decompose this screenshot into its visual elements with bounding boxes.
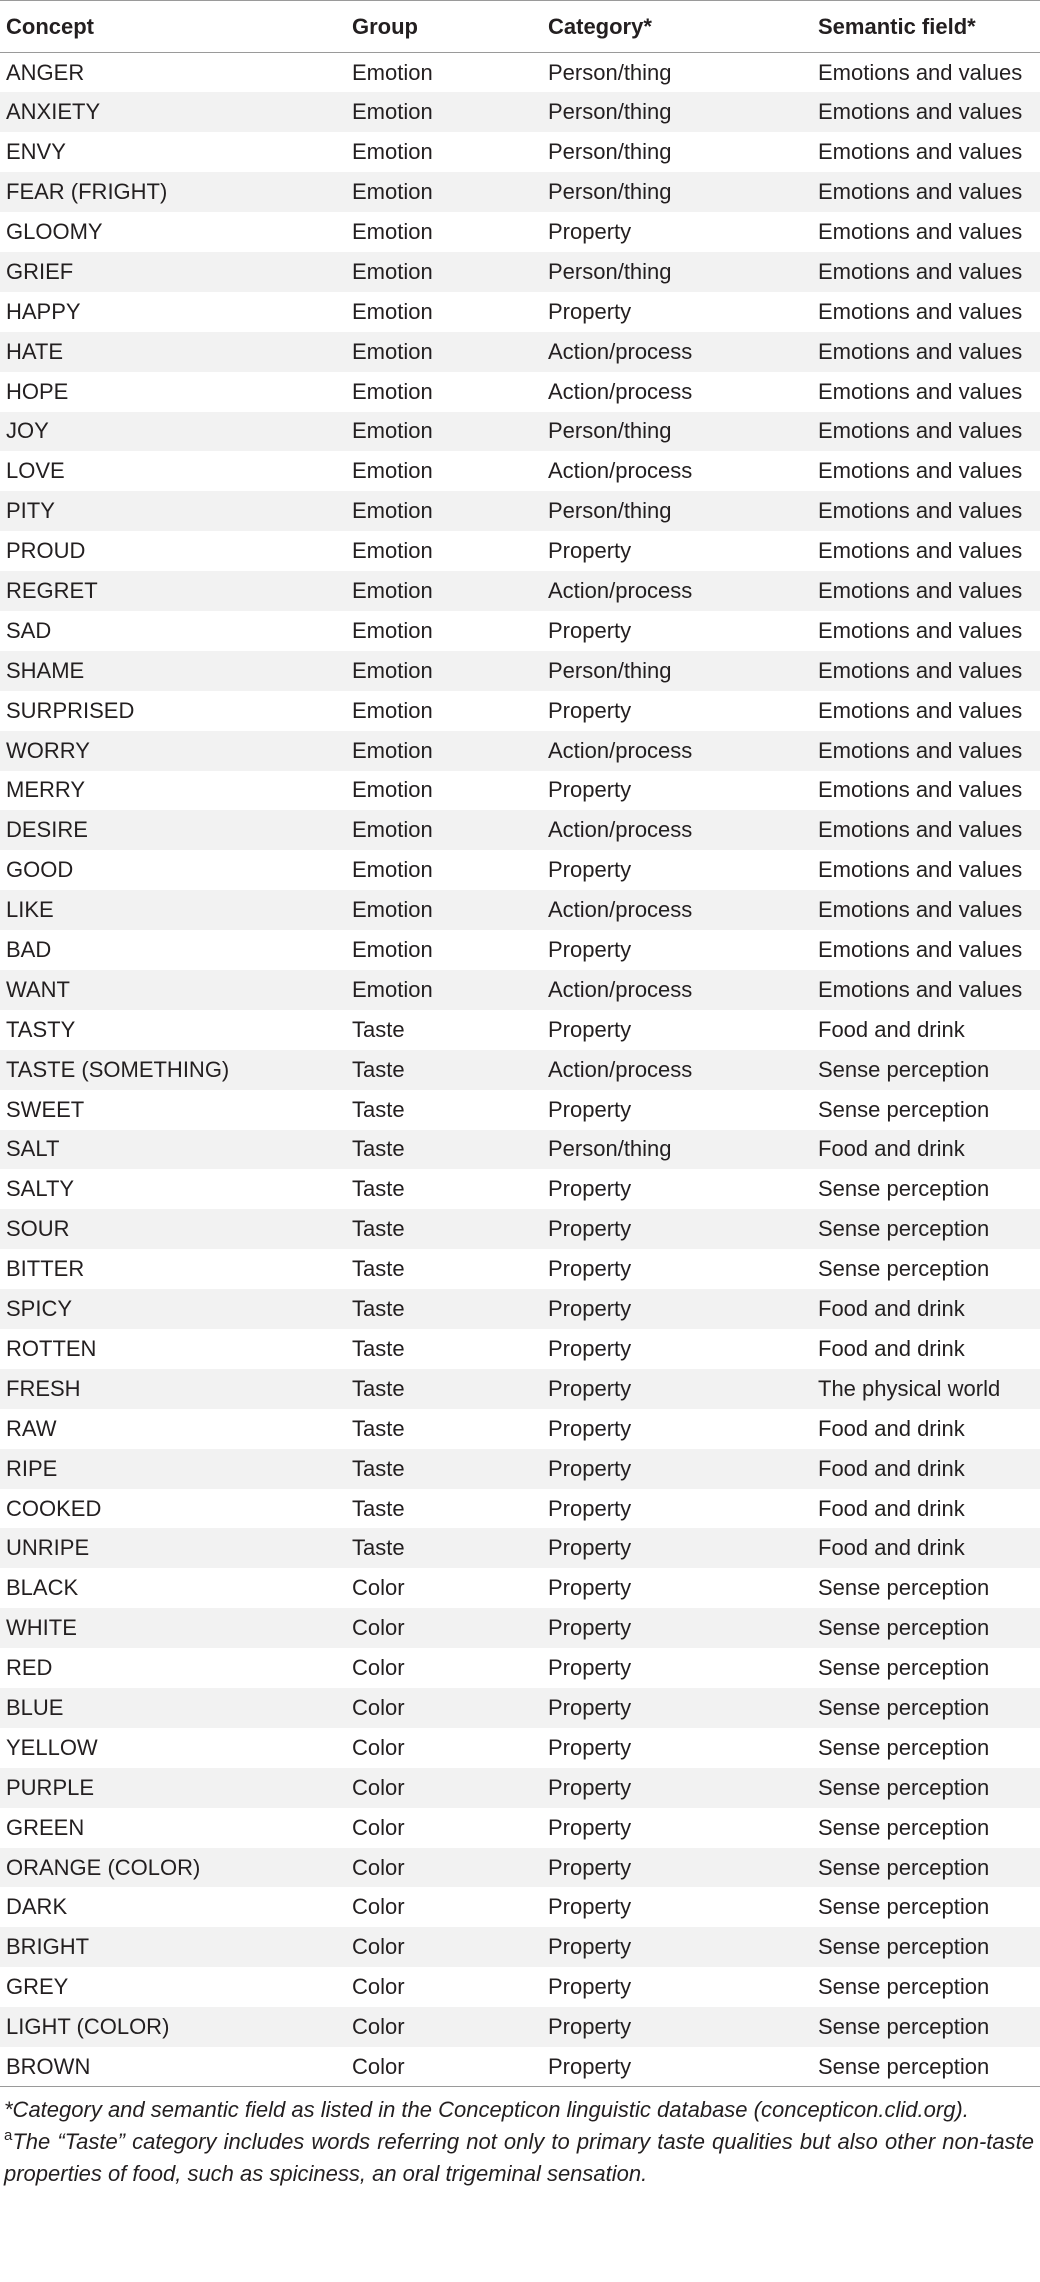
cell-group: Color xyxy=(352,1934,405,1960)
cell-concept: RED xyxy=(6,1655,53,1681)
cell-semantic-field: Emotions and values xyxy=(818,657,1023,683)
cell-semantic-field: Emotions and values xyxy=(818,976,1023,1002)
header-category: Category* xyxy=(542,1,812,53)
cell-semantic-field: Food and drink xyxy=(818,1495,965,1521)
cell-category: Property xyxy=(548,1495,632,1521)
table-row xyxy=(0,1369,1040,1409)
cell-category: Action/process xyxy=(548,578,693,604)
cell-concept: LIKE xyxy=(6,897,54,923)
cell-category: Property xyxy=(548,777,632,803)
table-row xyxy=(0,1209,1040,1249)
table-row xyxy=(0,1688,1040,1728)
table-row xyxy=(0,1528,1040,1568)
cell-concept: TASTE (SOMETHING) xyxy=(6,1056,230,1082)
cell-semantic-field: Emotions and values xyxy=(818,737,1023,763)
cell-semantic-field: Sense perception xyxy=(818,2014,990,2040)
table-row xyxy=(0,132,1040,172)
cell-group: Taste xyxy=(352,1056,405,1082)
cell-category: Property xyxy=(548,2014,632,2040)
cell-group: Taste xyxy=(352,1136,405,1162)
cell-category: Property xyxy=(548,1734,632,1760)
cell-category: Action/process xyxy=(548,338,693,364)
table-body xyxy=(0,53,1040,2087)
cell-category: Action/process xyxy=(548,458,693,484)
footnote-a-text: The “Taste” category includes words referring not only to primary taste qualities but also other non-taste properties of food, such as spiciness, an oral trigeminal sensation. xyxy=(4,2129,1034,2186)
cell-semantic-field: Emotions and values xyxy=(818,897,1023,923)
cell-category: Property xyxy=(548,1415,632,1441)
table-row xyxy=(0,1329,1040,1369)
table-row xyxy=(0,1887,1040,1927)
table-row xyxy=(0,571,1040,611)
cell-concept: SAD xyxy=(6,617,52,643)
cell-concept: JOY xyxy=(6,418,49,444)
cell-group: Taste xyxy=(352,1375,405,1401)
cell-semantic-field: Emotions and values xyxy=(818,99,1023,125)
cell-concept: BRIGHT xyxy=(6,1934,90,1960)
cell-concept: HAPPY xyxy=(6,298,81,324)
cell-group: Color xyxy=(352,1575,405,1601)
table-row xyxy=(0,651,1040,691)
cell-semantic-field: Sense perception xyxy=(818,1854,990,1880)
cell-category: Person/thing xyxy=(548,258,672,284)
table-row xyxy=(0,372,1040,412)
cell-semantic-field: Sense perception xyxy=(818,1056,990,1082)
cell-group: Emotion xyxy=(352,99,433,125)
table-row xyxy=(0,1648,1040,1688)
cell-concept: MERRY xyxy=(6,777,86,803)
cell-category: Action/process xyxy=(548,737,693,763)
cell-semantic-field: The physical world xyxy=(818,1375,1001,1401)
cell-group: Emotion xyxy=(352,578,433,604)
cell-category: Person/thing xyxy=(548,99,672,125)
cell-semantic-field: Emotions and values xyxy=(818,697,1023,723)
cell-group: Taste xyxy=(352,1296,405,1322)
cell-concept: GRIEF xyxy=(6,258,74,284)
cell-group: Color xyxy=(352,1774,405,1800)
cell-semantic-field: Emotions and values xyxy=(818,139,1023,165)
table-row xyxy=(0,1050,1040,1090)
cell-semantic-field: Food and drink xyxy=(818,1136,965,1162)
cell-concept: GREEN xyxy=(6,1814,85,1840)
table-row xyxy=(0,611,1040,651)
cell-group: Emotion xyxy=(352,258,433,284)
cell-semantic-field: Emotions and values xyxy=(818,578,1023,604)
cell-semantic-field: Food and drink xyxy=(818,1535,965,1561)
table-row xyxy=(0,1768,1040,1808)
cell-category: Action/process xyxy=(548,817,693,843)
cell-category: Person/thing xyxy=(548,179,672,205)
cell-semantic-field: Emotions and values xyxy=(818,857,1023,883)
table-row xyxy=(0,1010,1040,1050)
table-row xyxy=(0,930,1040,970)
cell-category: Property xyxy=(548,1814,632,1840)
cell-category: Property xyxy=(548,857,632,883)
table-row xyxy=(0,412,1040,452)
cell-concept: COOKED xyxy=(6,1495,102,1521)
cell-category: Property xyxy=(548,1894,632,1920)
cell-group: Emotion xyxy=(352,617,433,643)
table-row xyxy=(0,850,1040,890)
cell-category: Property xyxy=(548,1774,632,1800)
cell-concept: TASTY xyxy=(6,1016,76,1042)
footnote-a xyxy=(4,2126,1034,2190)
cell-concept: SALT xyxy=(6,1136,60,1162)
cell-concept: FEAR (FRIGHT) xyxy=(6,179,168,205)
cell-group: Emotion xyxy=(352,857,433,883)
cell-category: Action/process xyxy=(548,1056,693,1082)
cell-semantic-field: Emotions and values xyxy=(818,258,1023,284)
cell-category: Action/process xyxy=(548,976,693,1002)
cell-semantic-field: Food and drink xyxy=(818,1335,965,1361)
cell-category: Property xyxy=(548,1176,632,1202)
header-group: Group xyxy=(346,1,542,53)
cell-concept: SURPRISED xyxy=(6,697,135,723)
cell-concept: ANXIETY xyxy=(6,99,101,125)
cell-concept: GREY xyxy=(6,1974,69,2000)
table-row xyxy=(0,1249,1040,1289)
cell-concept: FRESH xyxy=(6,1375,81,1401)
table-row xyxy=(0,1449,1040,1489)
cell-concept: RAW xyxy=(6,1415,57,1441)
cell-concept: SPICY xyxy=(6,1296,73,1322)
table-row xyxy=(0,1848,1040,1888)
cell-semantic-field: Emotions and values xyxy=(818,298,1023,324)
table-row xyxy=(0,332,1040,372)
cell-concept: YELLOW xyxy=(6,1734,98,1760)
table-row xyxy=(0,1608,1040,1648)
cell-concept: REGRET xyxy=(6,578,98,604)
cell-group: Taste xyxy=(352,1495,405,1521)
header-semantic-field: Semantic field* xyxy=(812,1,1040,53)
cell-group: Emotion xyxy=(352,418,433,444)
cell-group: Color xyxy=(346,2047,542,2087)
cell-group: Color xyxy=(352,2014,405,2040)
cell-category: Property xyxy=(548,1575,632,1601)
cell-semantic-field: Food and drink xyxy=(818,1016,965,1042)
table-row xyxy=(0,2007,1040,2047)
cell-group: Taste xyxy=(352,1096,405,1122)
cell-concept: GOOD xyxy=(6,857,74,883)
cell-semantic-field: Sense perception xyxy=(818,1256,990,1282)
cell-group: Color xyxy=(352,1615,405,1641)
cell-semantic-field: Sense perception xyxy=(818,1734,990,1760)
cell-group: Emotion xyxy=(352,378,433,404)
cell-category: Person/thing xyxy=(548,139,672,165)
cell-category: Property xyxy=(548,697,632,723)
cell-semantic-field: Sense perception xyxy=(812,2047,1040,2087)
cell-category: Property xyxy=(548,1655,632,1681)
cell-concept: WHITE xyxy=(6,1615,77,1641)
cell-group: Color xyxy=(352,1694,405,1720)
cell-group: Emotion xyxy=(352,59,433,85)
cell-concept: GLOOMY xyxy=(6,219,103,244)
footnote-star: *Category and semantic field as listed in the Concepticon linguistic database (concepticon.clid.org). xyxy=(4,2097,969,2122)
cell-group: Taste xyxy=(352,1455,405,1481)
cell-semantic-field: Sense perception xyxy=(818,1176,990,1202)
cell-concept: BROWN xyxy=(0,2047,346,2087)
cell-group: Taste xyxy=(352,1176,405,1202)
cell-concept: PROUD xyxy=(6,538,86,564)
cell-semantic-field: Sense perception xyxy=(818,1615,990,1641)
table-row xyxy=(0,2047,1040,2087)
cell-semantic-field: Emotions and values xyxy=(818,418,1023,444)
cell-category: Person/thing xyxy=(548,59,672,85)
cell-concept: SALTY xyxy=(6,1176,75,1202)
cell-concept: BAD xyxy=(6,937,52,963)
table-row xyxy=(0,1130,1040,1170)
cell-category: Person/thing xyxy=(548,657,672,683)
cell-semantic-field: Emotions and values xyxy=(818,937,1023,963)
cell-semantic-field: Emotions and values xyxy=(818,219,1023,244)
cell-group: Emotion xyxy=(352,897,433,923)
cell-concept: PURPLE xyxy=(6,1774,95,1800)
cell-group: Emotion xyxy=(352,458,433,484)
cell-group: Emotion xyxy=(352,937,433,963)
cell-group: Emotion xyxy=(352,697,433,723)
cell-category: Property xyxy=(542,2047,812,2087)
cell-semantic-field: Sense perception xyxy=(818,1974,990,2000)
cell-semantic-field: Sense perception xyxy=(818,1934,990,1960)
cell-concept: RIPE xyxy=(6,1455,58,1481)
cell-group: Emotion xyxy=(352,817,433,843)
table-row xyxy=(0,1568,1040,1608)
cell-category: Property xyxy=(548,1934,632,1960)
table-header xyxy=(0,1,1040,53)
cell-group: Emotion xyxy=(352,298,433,324)
cell-category: Property xyxy=(548,617,632,643)
cell-semantic-field: Emotions and values xyxy=(818,338,1023,364)
cell-group: Taste xyxy=(352,1415,405,1441)
table-row xyxy=(0,691,1040,731)
table-row xyxy=(0,252,1040,292)
cell-semantic-field: Emotions and values xyxy=(818,498,1023,524)
cell-semantic-field: Sense perception xyxy=(818,1096,990,1122)
table-row xyxy=(0,1808,1040,1848)
cell-group: Taste xyxy=(352,1535,405,1561)
cell-category: Property xyxy=(548,1375,632,1401)
cell-semantic-field: Sense perception xyxy=(818,1774,990,1800)
table-row xyxy=(0,810,1040,850)
cell-semantic-field: Sense perception xyxy=(818,1216,990,1242)
cell-category: Property xyxy=(548,937,632,963)
cell-concept: BLACK xyxy=(6,1575,79,1601)
cell-category: Property xyxy=(548,1455,632,1481)
cell-semantic-field: Emotions and values xyxy=(818,179,1023,205)
cell-concept: HATE xyxy=(6,338,64,364)
table-row xyxy=(0,451,1040,491)
cell-group: Color xyxy=(352,1655,405,1681)
table-row xyxy=(0,1409,1040,1449)
cell-semantic-field: Emotions and values xyxy=(818,458,1023,484)
cell-group: Emotion xyxy=(352,777,433,803)
cell-semantic-field: Emotions and values xyxy=(818,59,1023,85)
cell-semantic-field: Food and drink xyxy=(818,1455,965,1481)
cell-category: Property xyxy=(548,219,632,244)
table-row xyxy=(0,531,1040,571)
table-row xyxy=(0,1967,1040,2007)
cell-group: Color xyxy=(352,1814,405,1840)
cell-semantic-field: Sense perception xyxy=(818,1894,990,1920)
cell-category: Property xyxy=(548,1256,632,1282)
cell-concept: PITY xyxy=(6,498,55,524)
table-row xyxy=(0,172,1040,212)
cell-concept: WANT xyxy=(6,976,70,1002)
cell-group: Taste xyxy=(352,1256,405,1282)
table-row xyxy=(0,1090,1040,1130)
cell-group: Emotion xyxy=(352,219,433,244)
cell-category: Property xyxy=(548,1854,632,1880)
table-row xyxy=(0,1728,1040,1768)
cell-category: Person/thing xyxy=(548,498,672,524)
cell-concept: DESIRE xyxy=(6,817,88,843)
cell-concept: SOUR xyxy=(6,1216,70,1242)
cell-group: Color xyxy=(352,1854,405,1880)
cell-concept: ROTTEN xyxy=(6,1335,97,1361)
cell-category: Property xyxy=(548,1694,632,1720)
cell-category: Property xyxy=(548,1096,632,1122)
table-row xyxy=(0,771,1040,811)
cell-semantic-field: Emotions and values xyxy=(818,817,1023,843)
footnote-a-marker: a xyxy=(4,2127,13,2144)
table-row xyxy=(0,1289,1040,1329)
table-row xyxy=(0,1927,1040,1967)
cell-group: Emotion xyxy=(352,139,433,165)
table-row xyxy=(0,1169,1040,1209)
cell-group: Color xyxy=(352,1734,405,1760)
cell-concept: ORANGE (COLOR) xyxy=(6,1854,201,1880)
cell-category: Property xyxy=(548,538,632,564)
cell-concept: HOPE xyxy=(6,378,69,404)
cell-group: Color xyxy=(352,1974,405,2000)
cell-semantic-field: Sense perception xyxy=(818,1814,990,1840)
cell-semantic-field: Sense perception xyxy=(818,1655,990,1681)
cell-concept: BITTER xyxy=(6,1256,85,1282)
cell-semantic-field: Food and drink xyxy=(818,1415,965,1441)
header-row xyxy=(0,1,1040,53)
cell-concept: LOVE xyxy=(6,458,65,484)
cell-group: Emotion xyxy=(352,338,433,364)
cell-group: Emotion xyxy=(352,498,433,524)
cell-group: Emotion xyxy=(352,657,433,683)
cell-concept: SWEET xyxy=(6,1096,85,1122)
table-row xyxy=(0,731,1040,771)
table-row xyxy=(0,890,1040,930)
table-row xyxy=(0,212,1040,252)
cell-concept: ENVY xyxy=(6,139,66,165)
cell-concept: WORRY xyxy=(6,737,90,763)
cell-group: Taste xyxy=(352,1335,405,1361)
cell-category: Person/thing xyxy=(548,418,672,444)
cell-semantic-field: Sense perception xyxy=(818,1694,990,1720)
cell-category: Action/process xyxy=(548,378,693,404)
cell-category: Property xyxy=(548,1216,632,1242)
table-row xyxy=(0,1489,1040,1529)
cell-group: Emotion xyxy=(352,538,433,564)
table-row xyxy=(0,53,1040,93)
cell-group: Emotion xyxy=(352,976,433,1002)
table-row xyxy=(0,491,1040,531)
table-row xyxy=(0,92,1040,132)
cell-semantic-field: Sense perception xyxy=(818,1575,990,1601)
cell-semantic-field: Emotions and values xyxy=(818,617,1023,643)
cell-category: Property xyxy=(548,1615,632,1641)
cell-semantic-field: Emotions and values xyxy=(818,777,1023,803)
cell-concept: DARK xyxy=(6,1894,68,1920)
cell-semantic-field: Emotions and values xyxy=(818,538,1023,564)
cell-category: Person/thing xyxy=(548,1136,672,1162)
cell-semantic-field: Emotions and values xyxy=(818,378,1023,404)
table-row xyxy=(0,970,1040,1010)
cell-concept: BLUE xyxy=(6,1694,64,1720)
cell-group: Taste xyxy=(352,1016,405,1042)
cell-concept: SHAME xyxy=(6,657,85,683)
cell-category: Property xyxy=(548,1296,632,1322)
cell-concept: LIGHT (COLOR) xyxy=(6,2014,170,2040)
cell-semantic-field: Food and drink xyxy=(818,1296,965,1322)
table-footnotes xyxy=(4,2094,1034,2190)
cell-concept: UNRIPE xyxy=(6,1535,90,1561)
cell-category: Property xyxy=(548,1974,632,2000)
cell-category: Property xyxy=(548,1535,632,1561)
cell-category: Property xyxy=(548,1335,632,1361)
cell-concept: ANGER xyxy=(6,59,85,85)
cell-category: Property xyxy=(548,1016,632,1042)
cell-group: Taste xyxy=(352,1216,405,1242)
cell-category: Action/process xyxy=(548,897,693,923)
header-concept: Concept xyxy=(0,1,346,53)
cell-category: Property xyxy=(548,298,632,324)
cell-group: Color xyxy=(352,1894,405,1920)
cell-group: Emotion xyxy=(352,737,433,763)
cell-group: Emotion xyxy=(352,179,433,205)
table-row xyxy=(0,292,1040,332)
